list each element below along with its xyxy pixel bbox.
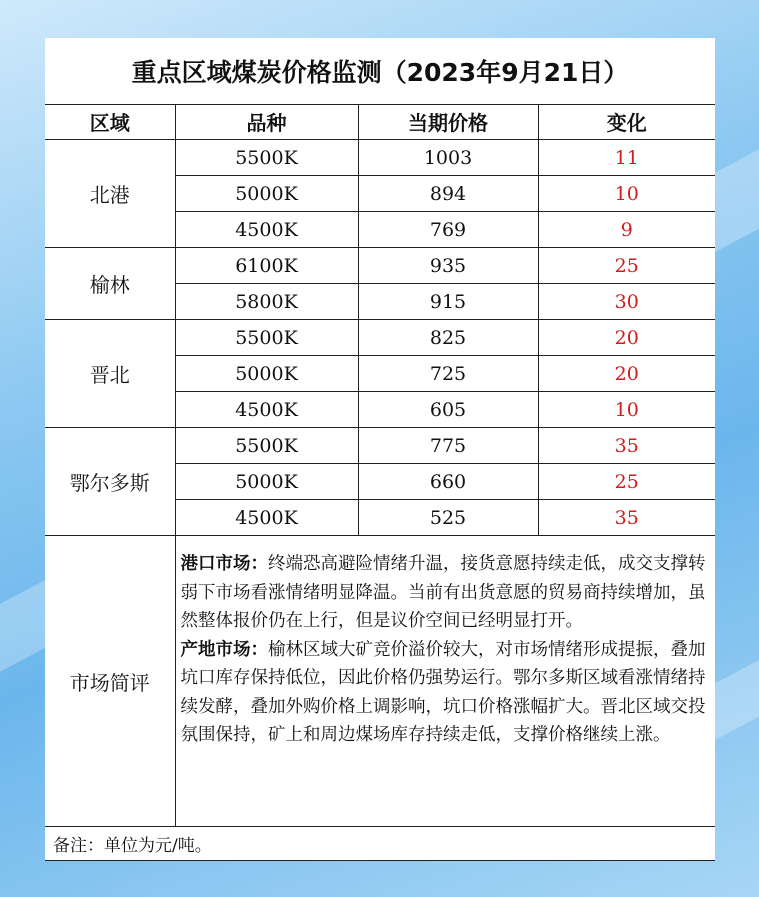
port-market-text: 终端恐高避险情绪升温，接货意愿持续走低，成交支撑转弱下市场看涨情绪明显降温。当前有出货意愿的贸易商持续增加，虽然整体报价仍在上行，但是议价空间已经明显打开。 bbox=[180, 554, 706, 631]
change-cell: 20 bbox=[538, 356, 715, 392]
change-cell: 20 bbox=[538, 320, 715, 356]
price-cell: 605 bbox=[358, 392, 538, 428]
price-cell: 1003 bbox=[358, 140, 538, 176]
price-cell: 915 bbox=[358, 284, 538, 320]
change-cell: 35 bbox=[538, 428, 715, 464]
table-row bbox=[45, 320, 715, 356]
change-cell: 10 bbox=[538, 392, 715, 428]
price-cell: 825 bbox=[358, 320, 538, 356]
commentary-cell bbox=[175, 536, 715, 827]
variety-cell: 5000K bbox=[175, 356, 358, 392]
variety-cell: 5800K bbox=[175, 284, 358, 320]
price-table bbox=[45, 104, 715, 861]
change-cell: 11 bbox=[538, 140, 715, 176]
variety-cell: 4500K bbox=[175, 392, 358, 428]
header-region: 区域 bbox=[45, 104, 175, 140]
price-cell: 769 bbox=[358, 212, 538, 248]
price-cell: 935 bbox=[358, 248, 538, 284]
variety-cell: 5500K bbox=[175, 140, 358, 176]
report-title: 重点区域煤炭价格监测（2023年9月21日） bbox=[45, 38, 715, 105]
variety-cell: 4500K bbox=[175, 500, 358, 536]
variety-cell: 6100K bbox=[175, 248, 358, 284]
origin-market-title: 产地市场： bbox=[180, 639, 268, 660]
note-row bbox=[45, 827, 715, 861]
change-cell: 10 bbox=[538, 176, 715, 212]
commentary-text bbox=[181, 550, 712, 750]
origin-market-text: 榆林区域大矿竞价溢价较大，对市场情绪形成提振，叠加坑口库存保持低位，因此价格仍强势运行。鄂尔多斯区域看涨情绪持续发酵，叠加外购价格上调影响，坑口价格涨幅扩大。晋北区域交投氛围保持，矿上和周边煤场库存持续走低，支撑价格继续上涨。 bbox=[180, 639, 706, 745]
price-cell: 775 bbox=[358, 428, 538, 464]
price-cell: 660 bbox=[358, 464, 538, 500]
price-cell: 525 bbox=[358, 500, 538, 536]
price-report-card bbox=[45, 38, 715, 860]
header-change: 变化 bbox=[538, 104, 715, 140]
header-variety: 品种 bbox=[175, 104, 358, 140]
region-name: 晋北 bbox=[45, 320, 175, 428]
region-name: 北港 bbox=[45, 140, 175, 248]
variety-cell: 5500K bbox=[175, 428, 358, 464]
port-market-title: 港口市场： bbox=[180, 554, 268, 574]
change-cell: 9 bbox=[538, 212, 715, 248]
unit-note: 备注：单位为元/吨。 bbox=[45, 827, 715, 861]
variety-cell: 5500K bbox=[175, 320, 358, 356]
table-row bbox=[45, 428, 715, 464]
price-cell: 894 bbox=[358, 176, 538, 212]
change-cell: 30 bbox=[538, 284, 715, 320]
change-cell: 25 bbox=[538, 464, 715, 500]
table-row bbox=[45, 248, 715, 284]
region-name: 榆林 bbox=[45, 248, 175, 320]
table-header-row bbox=[45, 104, 715, 140]
commentary-row bbox=[45, 536, 715, 827]
variety-cell: 5000K bbox=[175, 176, 358, 212]
price-cell: 725 bbox=[358, 356, 538, 392]
commentary-label: 市场简评 bbox=[45, 536, 175, 827]
change-cell: 25 bbox=[538, 248, 715, 284]
variety-cell: 5000K bbox=[175, 464, 358, 500]
header-price: 当期价格 bbox=[358, 104, 538, 140]
change-cell: 35 bbox=[538, 500, 715, 536]
table-row bbox=[45, 140, 715, 176]
variety-cell: 4500K bbox=[175, 212, 358, 248]
region-name: 鄂尔多斯 bbox=[45, 428, 175, 536]
